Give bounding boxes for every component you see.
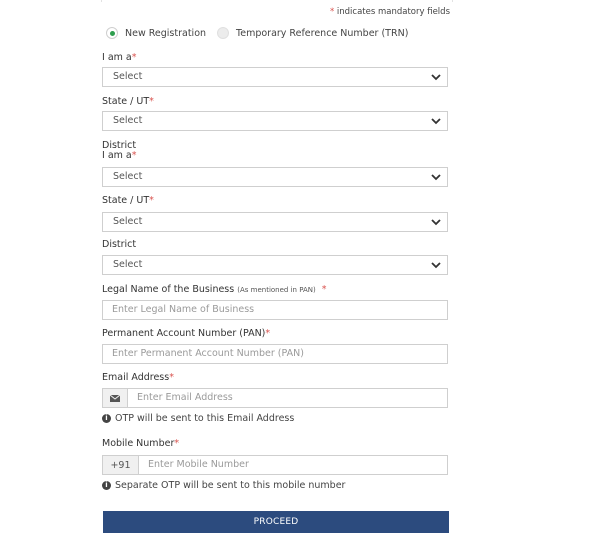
legal-name-input[interactable]: Enter Legal Name of Business (102, 300, 448, 320)
email-input[interactable]: Enter Email Address (127, 388, 448, 408)
state-label: State / UT* (102, 195, 154, 206)
pan-label: Permanent Account Number (PAN)* (102, 328, 271, 339)
state-select[interactable] (102, 212, 448, 232)
trn-label[interactable]: Temporary Reference Number (TRN) (236, 27, 409, 39)
info-icon: i (102, 414, 111, 423)
state-select-value: Select (113, 115, 143, 126)
district-label-clipped: District (102, 140, 137, 148)
mobile-otp-note-text: Separate OTP will be sent to this mobile number (115, 480, 346, 491)
email-otp-note (102, 413, 294, 424)
mandatory-note (330, 7, 450, 17)
district-label: District (102, 239, 137, 250)
trn-radio[interactable] (217, 27, 229, 39)
mobile-label: Mobile Number* (102, 438, 180, 449)
state-select[interactable] (102, 111, 448, 131)
email-addon (102, 388, 128, 408)
new-registration-radio[interactable] (106, 27, 118, 39)
required-asterisk: * (329, 7, 335, 17)
mandatory-note-text: indicates mandatory fields (336, 7, 450, 17)
i-am-a-label: I am a* (102, 150, 137, 161)
country-code: +91 (102, 455, 139, 475)
email-label: Email Address* (102, 372, 174, 383)
info-icon: i (102, 481, 111, 490)
district-select[interactable] (102, 255, 448, 275)
legal-name-hint: (As mentioned in PAN) (237, 286, 316, 294)
envelope-icon (110, 395, 120, 402)
email-otp-note-text: OTP will be sent to this Email Address (115, 413, 295, 424)
registration-type-group (106, 27, 419, 39)
state-label: State / UT* (102, 96, 154, 107)
chevron-down-icon (431, 219, 441, 226)
i-am-a-select-value: Select (113, 171, 143, 182)
chevron-down-icon (431, 262, 441, 269)
legal-name-label: Legal Name of the Business (As mentioned in PAN) * (102, 284, 327, 295)
i-am-a-select[interactable] (102, 167, 448, 187)
district-select-value: Select (113, 259, 143, 270)
state-select-value: Select (113, 216, 143, 227)
proceed-button[interactable]: PROCEED (103, 511, 449, 533)
chevron-down-icon (431, 74, 441, 81)
chevron-down-icon (431, 174, 441, 181)
i-am-a-select-value: Select (113, 71, 143, 82)
i-am-a-label: I am a* (102, 52, 137, 63)
chevron-down-icon (431, 118, 441, 125)
form-top-edge (101, 0, 453, 2)
mobile-otp-note (102, 480, 345, 491)
new-registration-label[interactable]: New Registration (125, 27, 207, 39)
pan-input[interactable]: Enter Permanent Account Number (PAN) (102, 344, 448, 364)
mobile-input[interactable]: Enter Mobile Number (138, 455, 448, 475)
i-am-a-select[interactable] (102, 67, 448, 87)
